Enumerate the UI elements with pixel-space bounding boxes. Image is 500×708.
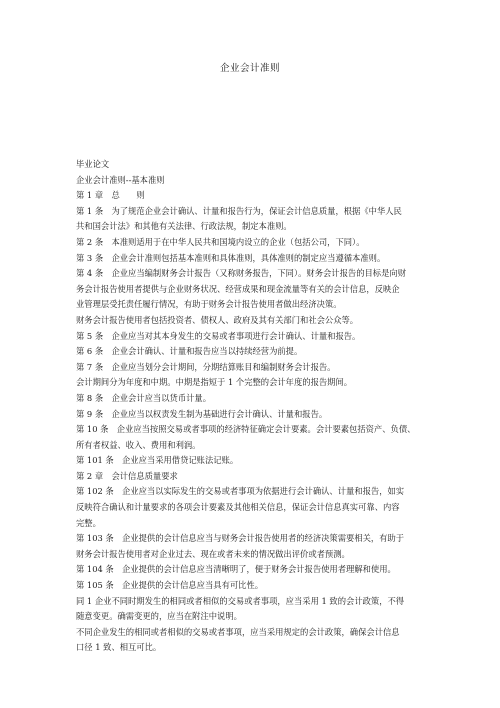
text-line: 所有者权益、收入、费用和利润。 [76,439,201,450]
text-line: 第 2 条 本准则适用于在中华人民共和国境内设立的企业（包括公司，下同）。 [76,236,365,247]
text-line: 第 5 条 企业应当对其本身发生的交易或者事项进行会计确认、计量和报告。 [76,330,361,341]
text-line: 第 8 条 企业会计应当以货币计量。 [76,392,212,403]
text-line: 反映符合确认和计量要求的各项会计要素及其他相关信息，保证会计信息真实可靠、内容 [76,502,400,513]
text-line: 业管理层受托责任履行情况，有助于财务会计报告使用者做出经济决策。 [76,299,342,310]
text-line: 随意变更。确需变更的，应当在附注中说明。 [76,611,242,622]
text-line: 第 104 条 企业提供的会计信息应当清晰明了，便于财务会计报告使用者理解和使用。 [76,564,396,575]
text-line: 毕业论文 [76,159,110,169]
text-line: 第 3 条 企业会计准则包括基本准则和具体准则，具体准则的制定应当遵循本准则。 [76,252,386,263]
text-line: 不同企业发生的相同或者相似的交易或者事项，应当采用规定的会计政策，确保会计信息 [76,626,400,637]
text-line: 第 6 条 企业会计确认、计量和报告应当以持续经营为前提。 [76,346,303,357]
text-line: 财务会计报告使用者包括投资者、债权人、政府及其有关部门和社会公众等。 [76,314,359,325]
text-line: 第 105 条 企业提供的会计信息应当具有可比性。 [76,580,264,591]
text-line: 第 1 章 总 则 [76,190,145,201]
text-line: 第 1 条 为了规范企业会计确认、计量和报告行为，保证会计信息质量，根据《中华人民 [76,205,402,216]
text-line: 同 1 企业不同时期发生的相同或者相似的交易或者事项，应当采用 1 致的会计政策，不得 [76,595,405,606]
text-line: 共和国会计法》和其他有关法律、行政法规，制定本准则。 [76,221,292,232]
text-line: 第 103 条 企业提供的会计信息应当与财务会计报告使用者的经济决策需要相关，有助于 [76,533,405,544]
text-line: 第 4 条 企业应当编制财务会计报告（又称财务报告，下同）。财务会计报告的目标是向财 [76,268,406,279]
text-line: 第 101 条 企业应当采用借贷记账法记账。 [76,455,239,466]
text-line: 第 102 条 企业应当以实际发生的交易或者事项为依据进行会计确认、计量和报告，如实 [76,486,405,497]
text-line: 企业会计准则--基本准则 [76,174,165,185]
text-line: 务会计报告使用者提供与企业财务状况、经营成果和现金流量等有关的会计信息，反映企 [76,283,400,294]
text-line: 第 2 章 会计信息质量要求 [76,470,178,481]
text-line: 完整。 [76,517,101,528]
text-line: 第 7 条 企业应当划分会计期间，分期结算账目和编制财务会计报告。 [76,361,336,372]
document-title: 企业会计准则 [219,63,280,74]
text-line: 会计期间分为年度和中期。中期是指短于 1 个完整的会计年度的报告期间。 [76,377,353,388]
text-line: 第 10 条 企业应当按照交易或者事项的经济特征确定会计要素。会计要素包括资产、负债、 [76,424,416,435]
text-line: 第 9 条 企业应当以权责发生制为基础进行会计确认、计量和报告。 [76,408,328,419]
document-body [76,157,428,656]
text-line: 口径 1 致、相互可比。 [76,642,162,653]
text-line: 财务会计报告使用者对企业过去、现在或者未来的情况做出评价或者预测。 [76,548,350,559]
